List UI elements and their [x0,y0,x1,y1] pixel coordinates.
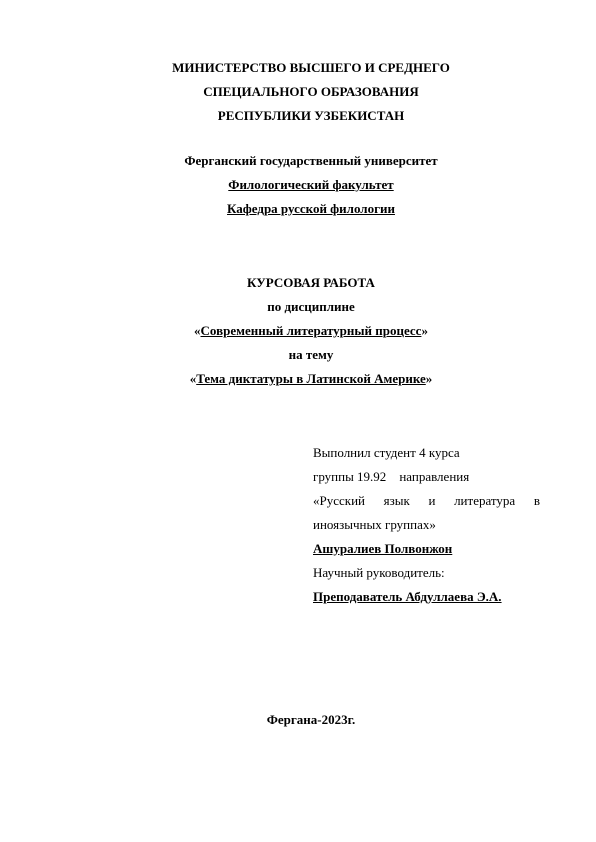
author-line-1: Выполнил студент 4 курса [313,445,460,460]
city-year: Фергана-2023г. [266,712,356,727]
ministry-line-1: МИНИСТЕРСТВО ВЫСШЕГО И СРЕДНЕГО [172,60,450,75]
discipline-title [0,323,596,339]
topic-name: Тема диктатуры в Латинской Америке [196,371,426,386]
group-number: группы 19.92 [313,469,387,484]
student-name: Ашуралиев Полвонжон [313,541,453,556]
ministry-line-2: СПЕЦИАЛЬНОГО ОБРАЗОВАНИЯ [203,84,419,99]
direction-word: в [533,493,540,508]
department-name: Кафедра русской филологии [227,201,395,216]
direction-label: направления [399,469,470,484]
direction-word: литература [454,493,516,508]
direction-word: «Русский [313,493,365,508]
ministry-line-3: РЕСПУБЛИКИ УЗБЕКИСТАН [217,108,405,123]
author-line-2 [313,469,540,485]
author-line-4: иноязычных группах» [313,517,436,532]
supervisor-name: Преподаватель Абдуллаева Э.А. [313,589,502,604]
faculty-name: Филологический факультет [228,177,394,192]
discipline-prefix: по дисциплине [267,299,355,314]
discipline-name: Современный литературный процесс [200,323,422,338]
work-type: КУРСОВАЯ РАБОТА [247,275,375,290]
author-line-3 [313,493,540,509]
university-name: Ферганский государственный университет [184,153,438,168]
supervisor-label: Научный руководитель: [313,565,445,580]
discipline-close-quote: » [421,323,428,338]
discipline-open-quote: « [194,323,201,338]
direction-word: язык [383,493,410,508]
topic-open-quote: « [189,371,197,386]
topic-close-quote: » [425,371,433,386]
topic-title [0,371,596,387]
direction-word: и [428,493,436,508]
topic-prefix: на тему [288,347,334,362]
